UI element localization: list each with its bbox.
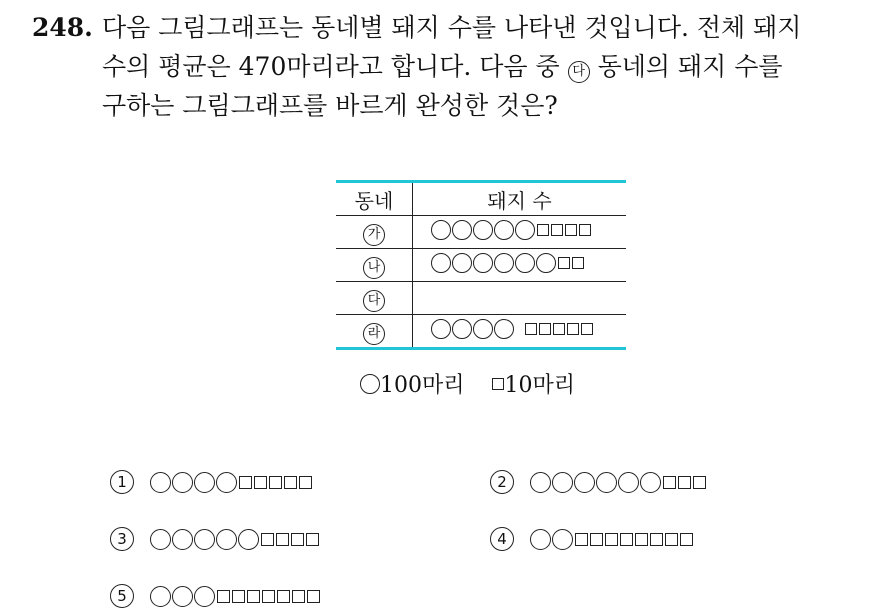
- circle-icon: [452, 253, 472, 273]
- pig-symbols: [530, 472, 706, 493]
- choice-number: 5: [110, 584, 134, 608]
- square-icon: [537, 224, 549, 236]
- square-icon: [299, 476, 312, 489]
- square-icon: [572, 257, 584, 269]
- table-row: [336, 315, 626, 349]
- circle-icon: [494, 220, 514, 240]
- square-icon: [565, 224, 577, 236]
- legend-square-label: 10마리: [504, 373, 575, 398]
- choice-number: 4: [490, 527, 514, 551]
- square-icon: [277, 590, 290, 603]
- square-icon: [663, 476, 676, 489]
- circle-icon: [172, 472, 193, 493]
- picture-graph-table: [336, 180, 626, 350]
- circle-icon: [172, 529, 193, 550]
- square-icon: [590, 533, 603, 546]
- square-icon: [558, 257, 570, 269]
- choice-number: 3: [110, 527, 134, 551]
- circle-icon: [150, 529, 171, 550]
- circle-icon: [552, 472, 573, 493]
- square-icon: [232, 590, 245, 603]
- circle-icon: [515, 220, 535, 240]
- square-icon: [254, 476, 267, 489]
- question-text-1: 다음 그림그래프는 동네별 돼지 수를 나타낸 것입니다. 전체 돼지: [102, 13, 802, 42]
- circle-icon: [515, 253, 535, 273]
- circle-icon: [360, 374, 380, 394]
- circle-icon: [216, 529, 237, 550]
- circle-icon: [530, 529, 551, 550]
- town-marker: 가: [363, 224, 385, 246]
- choice-number: 2: [490, 470, 514, 494]
- square-icon: [269, 476, 282, 489]
- town-cell: [336, 249, 413, 282]
- choice-number: 1: [110, 470, 134, 494]
- square-icon: [291, 533, 304, 546]
- legend-circle-label: 100마리: [380, 373, 465, 398]
- square-icon: [693, 476, 706, 489]
- square-icon: [276, 533, 289, 546]
- table-row: [336, 282, 626, 315]
- circle-icon: [536, 253, 556, 273]
- circle-icon: [596, 472, 617, 493]
- question-text-2b: 동네의 돼지 수를: [597, 52, 783, 81]
- circle-icon: [194, 529, 215, 550]
- pig-symbols: [150, 586, 320, 607]
- circle-icon: [618, 472, 639, 493]
- picture-graph: [336, 180, 626, 350]
- choice-3[interactable]: [110, 527, 319, 551]
- header-pigs: 돼지 수: [413, 182, 627, 216]
- square-icon: [492, 378, 504, 390]
- town-cell: [336, 315, 413, 349]
- question-number: 248.: [32, 13, 93, 42]
- legend-circle: [360, 368, 465, 399]
- circle-icon: [194, 472, 215, 493]
- circle-icon: [473, 253, 493, 273]
- pig-count-cell: [413, 216, 627, 249]
- town-marker: 다: [363, 290, 385, 312]
- square-icon: [306, 533, 319, 546]
- choice-2[interactable]: [490, 470, 706, 494]
- square-icon: [525, 323, 537, 335]
- square-icon: [605, 533, 618, 546]
- square-icon: [650, 533, 663, 546]
- square-icon: [553, 323, 565, 335]
- question-line-3: [32, 86, 868, 125]
- pig-symbols: [431, 319, 593, 339]
- legend-square: [491, 368, 576, 399]
- circle-icon: [452, 220, 472, 240]
- circle-icon: [216, 472, 237, 493]
- circle-icon: [494, 319, 514, 339]
- square-icon: [551, 224, 563, 236]
- circle-icon: [494, 253, 514, 273]
- circle-icon: [473, 319, 493, 339]
- legend: [360, 368, 575, 399]
- circle-icon: [473, 220, 493, 240]
- question-text-2a: 수의 평균은 470마리라고 합니다. 다음 중: [102, 52, 560, 81]
- choice-1[interactable]: [110, 470, 312, 494]
- square-icon: [581, 323, 593, 335]
- pig-count-cell: [413, 249, 627, 282]
- square-icon: [579, 224, 591, 236]
- circle-icon: [172, 586, 193, 607]
- pig-symbols: [150, 472, 312, 493]
- table-row: [336, 249, 626, 282]
- choice-4[interactable]: [490, 527, 693, 551]
- square-icon: [284, 476, 297, 489]
- circle-icon: [431, 253, 451, 273]
- square-icon: [239, 476, 252, 489]
- pig-symbols: [150, 529, 319, 550]
- square-icon: [665, 533, 678, 546]
- choice-5[interactable]: [110, 584, 320, 608]
- pig-symbols: [530, 529, 693, 550]
- question-line-1: [32, 8, 868, 47]
- table-row: [336, 216, 626, 249]
- pig-symbols: [431, 220, 591, 240]
- square-icon: [262, 590, 275, 603]
- circle-icon: [431, 220, 451, 240]
- pig-symbols: [431, 253, 584, 273]
- square-icon: [620, 533, 633, 546]
- town-cell: [336, 282, 413, 315]
- square-icon: [680, 533, 693, 546]
- circle-icon: [530, 472, 551, 493]
- town-marker: 라: [363, 323, 385, 345]
- square-icon: [635, 533, 648, 546]
- question-text-3: 구하는 그림그래프를 바르게 완성한 것은?: [102, 91, 558, 120]
- town-cell: [336, 216, 413, 249]
- circle-icon: [640, 472, 661, 493]
- square-icon: [575, 533, 588, 546]
- circle-icon: [150, 586, 171, 607]
- town-marker-da: 다: [568, 61, 590, 83]
- square-icon: [247, 590, 260, 603]
- header-town: 동네: [336, 182, 413, 216]
- question-line-2: [32, 47, 868, 86]
- pig-count-cell: [413, 315, 627, 349]
- circle-icon: [452, 319, 472, 339]
- pig-count-cell: [413, 282, 627, 315]
- square-icon: [307, 590, 320, 603]
- question: [32, 8, 868, 125]
- square-icon: [539, 323, 551, 335]
- circle-icon: [552, 529, 573, 550]
- square-icon: [217, 590, 230, 603]
- circle-icon: [150, 472, 171, 493]
- square-icon: [261, 533, 274, 546]
- circle-icon: [238, 529, 259, 550]
- square-icon: [292, 590, 305, 603]
- town-marker: 나: [363, 257, 385, 279]
- circle-icon: [574, 472, 595, 493]
- circle-icon: [431, 319, 451, 339]
- square-icon: [567, 323, 579, 335]
- circle-icon: [194, 586, 215, 607]
- square-icon: [678, 476, 691, 489]
